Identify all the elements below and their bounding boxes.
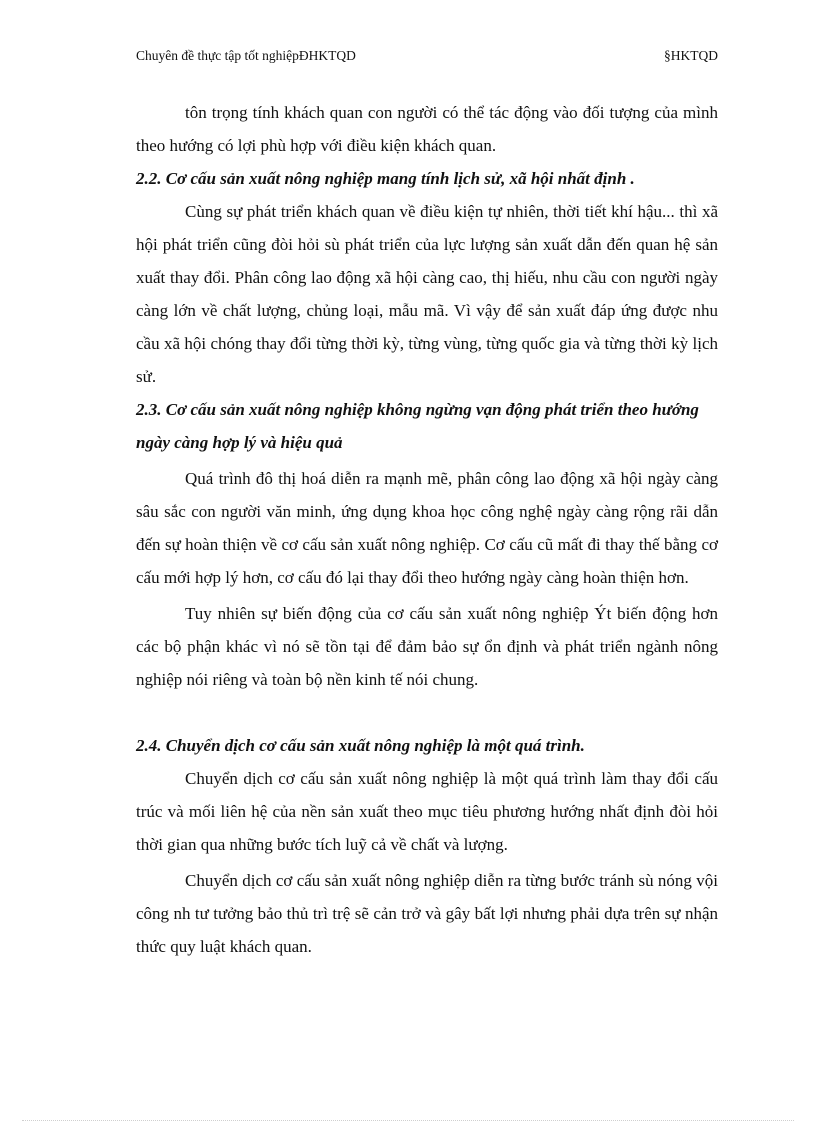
header-left-text: Chuyên đề thực tập tốt nghiệpĐHKTQD (136, 48, 356, 63)
paragraph-2: Cùng sự phát triển khách quan về điều kiện tự nhiên, thời tiết khí hậu... thì xã hội phát triển cũng đòi hỏi sù phát triển của lực lượng sản xuất dẫn đến quan hệ sản xuất thay đổi. Phân công lao động xã hội càng cao, thị hiếu, nhu cầu con người ngày càng lớn về chất lượng, chủng loại, mẫu mã. Vì vậy để sản xuất đáp ứng được nhu cầu xã hội chóng thay đổi từng thời kỳ, từng vùng, từng quốc gia và từng thời kỳ lịch sử. (136, 202, 718, 386)
paragraph-3: Quá trình đô thị hoá diễn ra mạnh mẽ, phân công lao động xã hội ngày càng sâu sắc con người văn minh, ứng dụng khoa học công nghệ ngày càng rộng rãi dẫn đến sự hoàn thiện về cơ cấu sản xuất nông nghiệp. Cơ cấu cũ mất đi thay thế bằng cơ cấu mới hợp lý hơn, cơ cấu đó lại thay đổi theo hướng ngày càng hoàn thiện hơn. (136, 469, 718, 587)
footer-divider (22, 1120, 794, 1121)
document-body (136, 96, 718, 963)
paragraph-6: Chuyển dịch cơ cấu sản xuất nông nghiệp diễn ra từng bước tránh sù nóng vội công nh tư tưởng bảo thủ trì trệ sẽ cản trở và gây bất lợi nhưng phải dựa trên sự nhận thức quy luật khách quan. (136, 871, 718, 956)
page-header (136, 48, 718, 64)
heading-2-4: 2.4. Chuyển dịch cơ cấu sản xuất nông nghiệp là một quá trình. (136, 736, 585, 755)
paragraph-1: tôn trọng tính khách quan con người có thể tác động vào đối tượng của mình theo hướng có lợi phù hợp với điều kiện khách quan. (136, 103, 718, 155)
paragraph-5: Chuyển dịch cơ cấu sản xuất nông nghiệp là một quá trình làm thay đổi cấu trúc và mối liên hệ của nền sản xuất theo mục tiêu phương hướng nhất định đòi hỏi thời gian qua những bước tích luỹ cả về chất và lượng. (136, 769, 718, 854)
heading-2-2: 2.2. Cơ cấu sản xuất nông nghiệp mang tính lịch sử, xã hội nhất định . (136, 169, 635, 188)
heading-2-3: 2.3. Cơ cấu sản xuất nông nghiệp không ngừng vạn động phát triển theo hướng ngày càng hợp lý và hiệu quả (136, 400, 699, 452)
blank-line (136, 696, 718, 729)
header-right-text: §HKTQD (664, 48, 718, 63)
paragraph-4: Tuy nhiên sự biến động của cơ cấu sản xuất nông nghiệp Ýt biến động hơn các bộ phận khác vì nó sẽ tồn tại để đảm bảo sự ổn định và phát triển ngành nông nghiệp nói riêng và toàn bộ nền kinh tế nói chung. (136, 604, 718, 689)
